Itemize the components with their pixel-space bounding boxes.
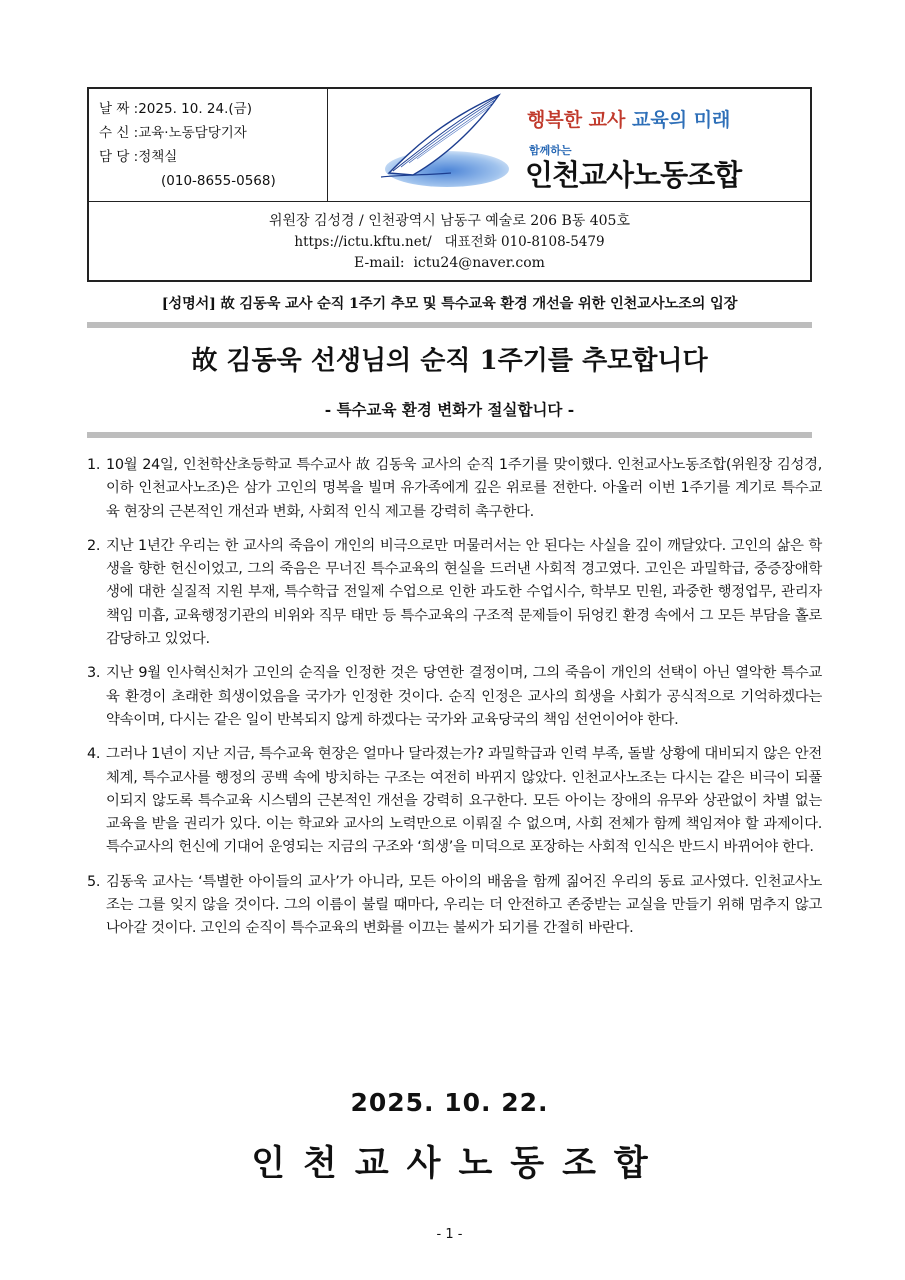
- paragraph-number: 3.: [87, 665, 101, 682]
- paragraph-number: 2.: [87, 537, 101, 554]
- paragraph-text: 그러나 1년이 지난 지금, 특수교육 현장은 얼마나 달라졌는가? 과밀학급과 인력 부족, 돌발 상황에 대비되지 않은 안전 체계, 특수교사를 행정의 공백 속에 방치하는 구조는 여전히 바뀌지 않았다. 인천교사노조는 다시는 같은 비극이 되풀이되지 않도록 특수교육 시스템의 근본적인 개선을 강력히 요구한다. 모든 아이는 장애의 유무와 상관없이 차별 없는 교육을 받을 권리가 있다. 이는 학교와 교사의 노력만으로 이뤄질 수 없으며, 사회 전체가 함께 책임져야 할 과제이다. 특수교사의 헌신에 기대어 운영되는 지금의 구조와 ‘희생’을 미덕으로 포장하는 사회적 인식은 반드시 바뀌어야 한다.: [106, 746, 822, 856]
- org-web-phone: https://ictu.kftu.net/ 대표전화 010-8108-5479: [294, 234, 605, 250]
- page-subtitle: - 특수교육 환경 변화가 절실합니다 -: [324, 400, 575, 419]
- divider-top: [87, 322, 812, 328]
- meta-recipient-value: 교육·노동담당기자: [138, 125, 247, 141]
- statement-date: 2025. 10. 22.: [350, 1088, 549, 1117]
- paragraph-4: [87, 743, 822, 859]
- page-number: - 1 -: [436, 1227, 463, 1242]
- slogan-part-1: 행복한 교사: [527, 109, 626, 131]
- paragraph-text: 10월 24일, 인천학산초등학교 특수교사 故 김동욱 교사의 순직 1주기를 맞이했다. 인천교사노동조합(위원장 김성경, 이하 인천교사노조)은 삼가 고인의 명복을 빌며 유가족에게 깊은 위로를 전한다. 아울러 이번 1주기를 계기로 특수교육 현장의 근본적인 개선과 변화, 사회적 인식 제고를 강력히 촉구한다.: [106, 457, 822, 520]
- paragraph-5: [87, 871, 822, 941]
- divider-bottom: [87, 432, 812, 438]
- org-contact-info: [89, 202, 810, 282]
- paragraph-text: 김동욱 교사는 ‘특별한 아이들의 교사’가 아니라, 모든 아이의 배움을 함께 짊어진 우리의 동료 교사였다. 인천교사노조는 그를 잊지 않을 것이다. 그의 이름이 불릴 때마다, 우리는 더 안전하고 존중받는 교실을 만들기 위해 멈추지 않고 나아갈 것이다. 고인의 순직이 특수교육의 변화를 이끄는 불씨가 되기를 간절히 바란다.: [106, 873, 822, 937]
- paragraph-text: 지난 1년간 우리는 한 교사의 죽음이 개인의 비극으로만 머물러서는 안 된다는 사실을 깊이 깨달았다. 고인의 삶은 학생을 향한 헌신이었고, 그의 죽음은 무너진 특수교육의 현실을 드러낸 사회적 경고였다. 고인은 과밀학급, 중증장애학생에 대한 실질적 지원 부재, 특수학급 전일제 수업으로 인한 과도한 수업시수, 학부모 민원, 과중한 행정업무, 관리자 책임 미흡, 교육행정기관의 비위와 직무 태만 등 특수교육의 구조적 문제들이 뒤엉킨 환경 속에서 그 모든 부담을 홀로 감당하고 있었다.: [106, 537, 822, 648]
- signature: [87, 1136, 812, 1186]
- logo-together: 함께하는: [529, 144, 572, 157]
- statement-heading: [성명서] 故 김동욱 교사 순직 1주기 추모 및 특수교육 환경 개선을 위한 인천교사노조의 입장: [161, 296, 738, 312]
- meta-recipient: [99, 121, 327, 145]
- org-logo-area: [329, 89, 812, 201]
- org-email: E-mail: ictu24@naver.com: [354, 255, 545, 271]
- meta-date-value: 2025. 10. 24.(금): [138, 101, 252, 117]
- meta-date-key: 날 짜 :: [99, 101, 139, 117]
- feather-logo-icon: [371, 91, 511, 197]
- slogan-part-2: 교육의 미래: [632, 109, 731, 131]
- header-box: [87, 87, 812, 282]
- meta-contact-key: 담 당 :: [99, 149, 139, 165]
- paragraph-1: [87, 454, 822, 524]
- press-meta: [89, 89, 328, 201]
- org-slogan: [527, 105, 730, 132]
- meta-phone: (010-8655-0568): [161, 173, 276, 189]
- logo-org-name: 인천교사노동조합: [525, 158, 742, 192]
- signature-text: 인천교사노동조합: [251, 1143, 666, 1184]
- paragraph-text: 지난 9월 인사혁신처가 고인의 순직을 인정한 것은 당연한 결정이며, 그의 죽음이 개인의 선택이 아닌 열악한 특수교육 환경이 초래한 희생이었음을 국가가 인정한 것이다. 순직 인정은 교사의 희생을 사회가 공식적으로 기억하겠다는 약속이며, 다시는 같은 일이 반복되지 않게 하겠다는 국가와 교육당국의 책임 선언이어야 한다.: [106, 665, 822, 728]
- statement-body: [87, 454, 822, 952]
- paragraph-number: 5.: [87, 873, 101, 890]
- header-top: [89, 89, 810, 202]
- meta-contact-value: 정책실: [138, 149, 178, 165]
- meta-recipient-key: 수 신 :: [99, 125, 139, 141]
- paragraph-number: 1.: [87, 457, 101, 473]
- org-address: 위원장 김성경 / 인천광역시 남동구 예술로 206 B동 405호: [268, 213, 630, 229]
- paragraph-3: [87, 662, 822, 732]
- page-title: 故 김동욱 선생님의 순직 1주기를 추모합니다: [191, 346, 708, 376]
- meta-contact: [99, 145, 327, 169]
- paragraph-number: 4.: [87, 746, 101, 763]
- meta-date: [99, 97, 327, 121]
- paragraph-2: [87, 535, 822, 651]
